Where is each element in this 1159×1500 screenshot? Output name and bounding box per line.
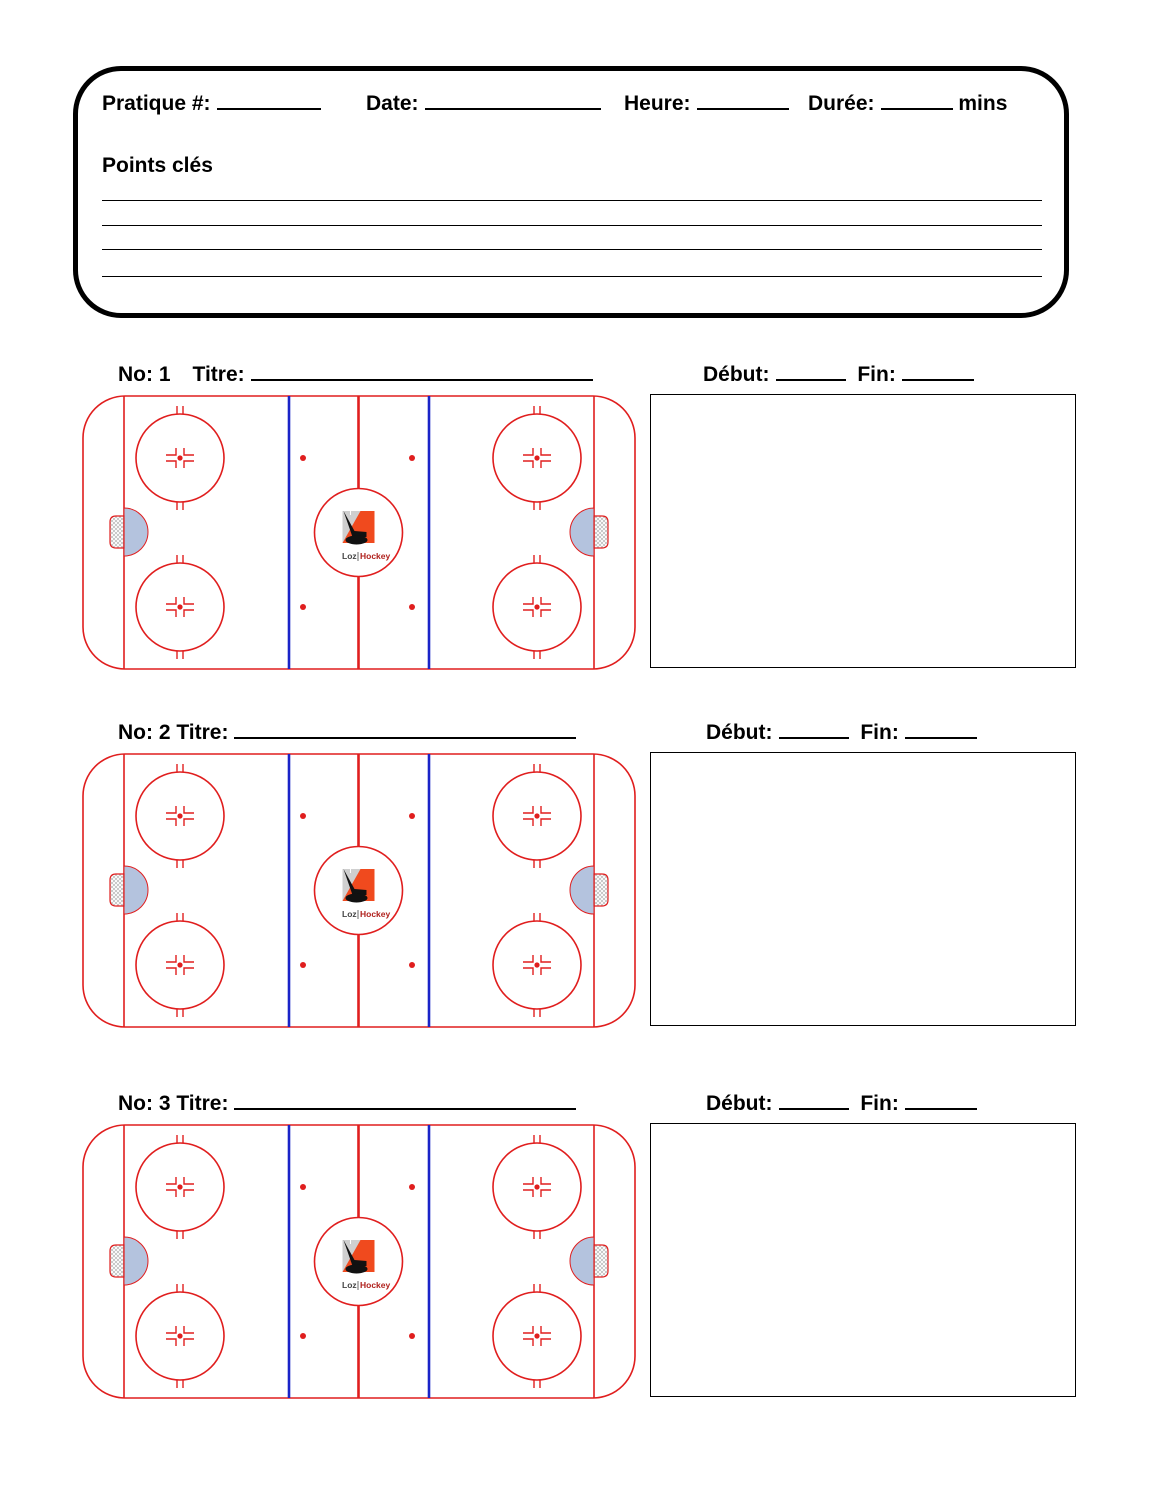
start-blank[interactable] (779, 1090, 849, 1110)
start-blank[interactable] (779, 719, 849, 739)
drill-title-blank[interactable] (234, 1090, 576, 1110)
duration-blank[interactable] (881, 90, 953, 110)
drill-1-time (703, 361, 974, 388)
drill-1-heading (118, 361, 593, 388)
drill-title-label: Titre: (176, 721, 229, 744)
note-line[interactable] (102, 249, 1042, 250)
start-label: Début: (703, 363, 770, 386)
date-blank[interactable] (425, 90, 601, 110)
start-blank[interactable] (776, 361, 846, 381)
end-blank[interactable] (905, 719, 977, 739)
end-label: Fin: (860, 1092, 899, 1115)
end-label: Fin: (860, 721, 899, 744)
drill-title-blank[interactable] (234, 719, 576, 739)
end-blank[interactable] (902, 361, 974, 381)
drill-title-label: Titre: (192, 363, 245, 386)
practice-number-field[interactable] (102, 90, 321, 117)
drill-2-rink[interactable] (80, 751, 638, 1031)
drill-2-time (706, 719, 977, 746)
drill-number: No: 1 (118, 363, 171, 386)
drill-2-heading (118, 719, 576, 746)
start-label: Début: (706, 721, 773, 744)
drill-1-rink[interactable] (80, 393, 638, 673)
time-field[interactable] (624, 90, 789, 117)
end-blank[interactable] (905, 1090, 977, 1110)
drill-title-blank[interactable] (251, 361, 593, 381)
duration-unit: mins (958, 92, 1008, 115)
drill-2-notes-box[interactable] (650, 752, 1076, 1026)
time-label: Heure: (624, 92, 691, 115)
time-blank[interactable] (697, 90, 789, 110)
drill-number: No: 2 (118, 721, 171, 744)
note-line[interactable] (102, 225, 1042, 226)
key-points-title: Points clés (102, 154, 213, 177)
end-label: Fin: (857, 363, 896, 386)
note-line[interactable] (102, 200, 1042, 201)
practice-number-blank[interactable] (217, 90, 321, 110)
duration-label: Durée: (808, 92, 875, 115)
date-field[interactable] (366, 90, 601, 117)
date-label: Date: (366, 92, 419, 115)
drill-3-rink[interactable] (80, 1122, 638, 1402)
drill-3-heading (118, 1090, 576, 1117)
note-line[interactable] (102, 276, 1042, 277)
drill-1-notes-box[interactable] (650, 394, 1076, 668)
drill-number: No: 3 (118, 1092, 171, 1115)
duration-field[interactable] (808, 90, 1007, 117)
practice-number-label: Pratique #: (102, 92, 211, 115)
drill-title-label: Titre: (176, 1092, 229, 1115)
drill-3-notes-box[interactable] (650, 1123, 1076, 1397)
start-label: Début: (706, 1092, 773, 1115)
drill-3-time (706, 1090, 977, 1117)
